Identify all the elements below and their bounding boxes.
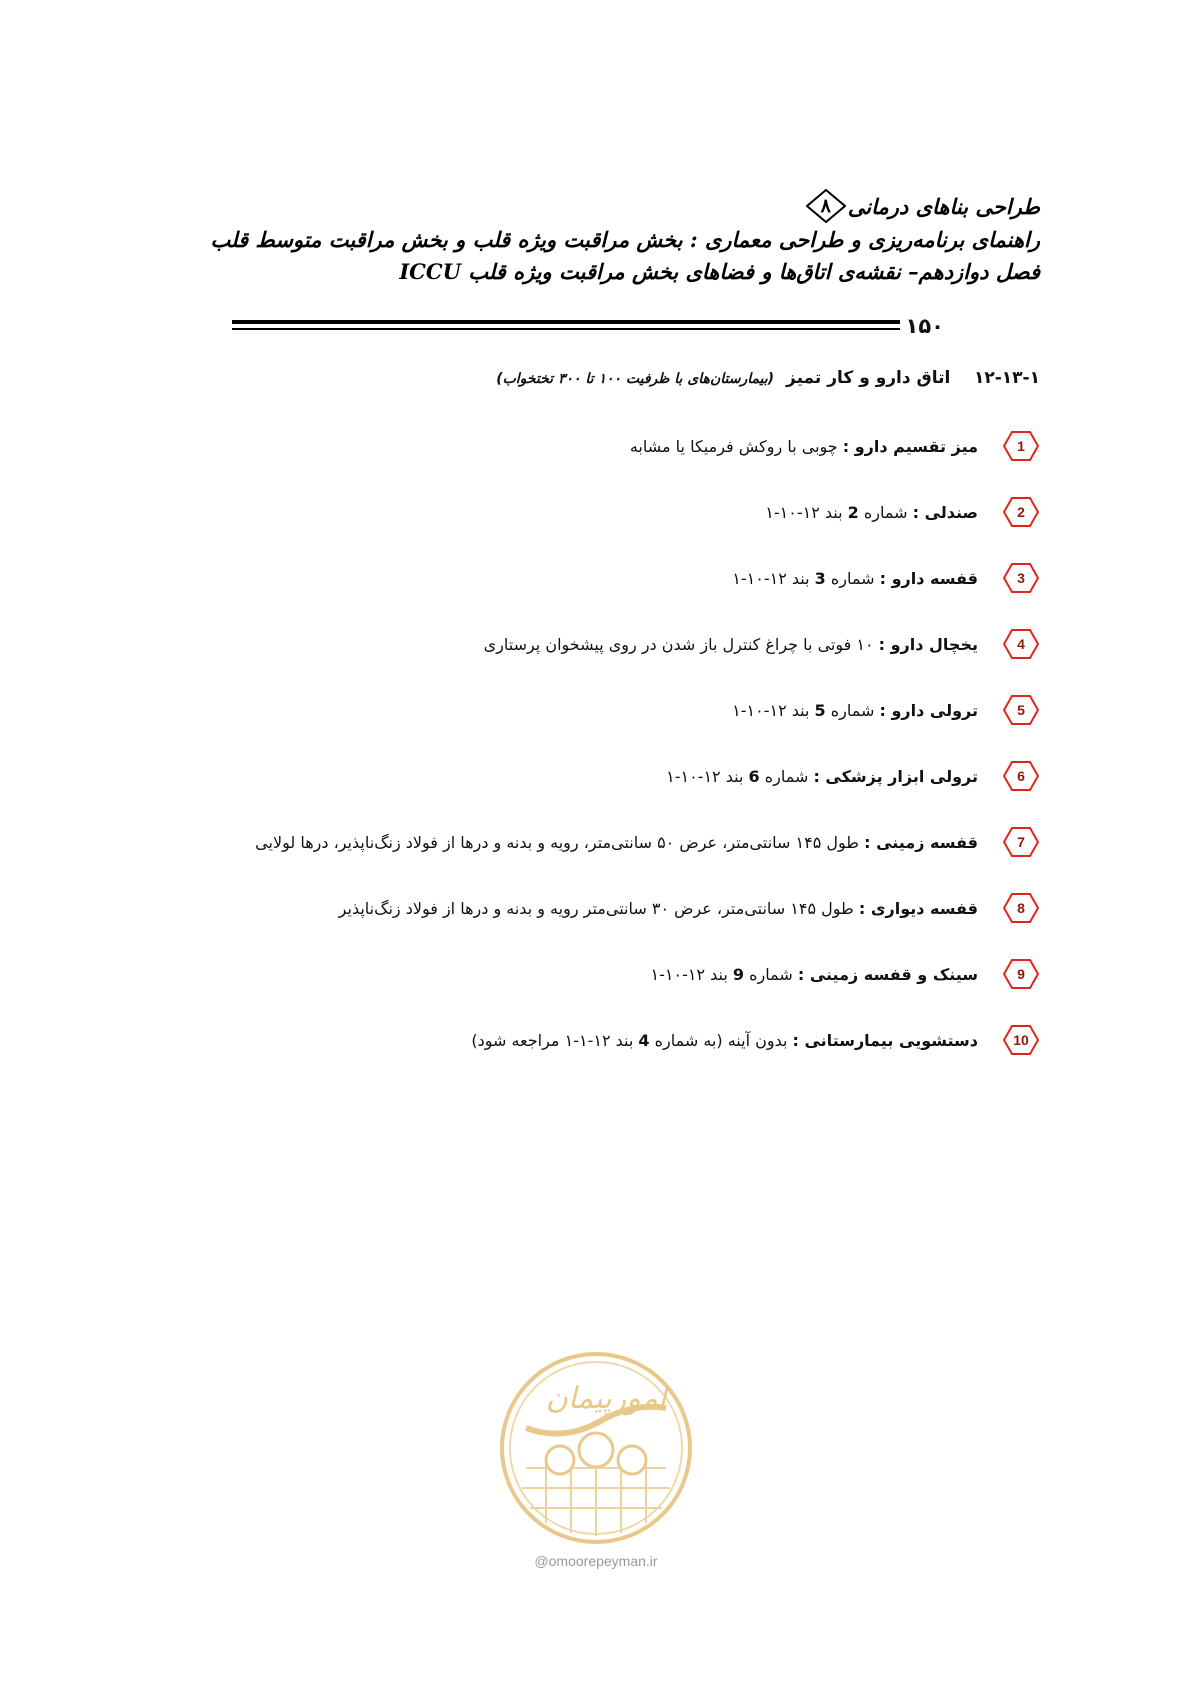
item-number: 8 (1017, 900, 1025, 916)
item-text: شماره (759, 767, 814, 786)
series-title: طراحی بناهای درمانی (847, 193, 1040, 219)
item-label: صندلی : (912, 503, 978, 522)
item-text: ۱۰ فوتی با چراغ کنترل باز شدن در روی پیشخوان پرستاری (483, 635, 879, 654)
logo-text: امورپیمان (545, 1381, 667, 1416)
list-item (180, 762, 1040, 792)
item-ref-text: بند ۱۲-۱۰-۱ (765, 503, 848, 522)
watermark-logo (496, 1348, 696, 1548)
item-ref-text: بند ۱۲-۱-۱ مراجعه شود) (471, 1031, 639, 1050)
item-ref-text: بند ۱۲-۱۰-۱ (732, 569, 815, 588)
series-number: ۸ (820, 195, 831, 217)
series-number-badge (806, 189, 846, 223)
list-item (180, 432, 1040, 462)
item-number: 3 (1017, 570, 1025, 586)
item-label: یخچال دارو : (878, 635, 978, 654)
item-number: 6 (1017, 768, 1025, 784)
hexagon-number-icon (1002, 760, 1040, 792)
item-text: طول ۱۴۵ سانتی‌متر، عرض ۳۰ سانتی‌متر رویه و بدنه و درها از فولاد زنگ‌ناپذیر (338, 899, 859, 918)
list-item (180, 498, 1040, 528)
item-ref-number: 3 (814, 569, 826, 588)
item-number: 4 (1017, 636, 1025, 652)
item-number: 7 (1017, 834, 1025, 850)
item-text: شماره (744, 965, 798, 984)
list-item (180, 828, 1040, 858)
item-label: قفسه دارو : (879, 569, 978, 588)
item-ref-text: بند ۱۲-۱۰-۱ (650, 965, 733, 984)
item-text: بدون آینه (به شماره (649, 1031, 793, 1050)
hexagon-number-icon (1002, 826, 1040, 858)
item-number: 9 (1017, 966, 1025, 982)
item-label: ترولی دارو : (879, 701, 978, 720)
header-rule-thin (232, 328, 944, 330)
section-title: اتاق دارو و کار تمیز (786, 368, 951, 388)
item-ref-number: 9 (732, 965, 745, 984)
hexagon-number-icon (1002, 628, 1040, 660)
item-label: سینک و قفسه زمینی : (797, 965, 978, 984)
hexagon-number-icon (1002, 562, 1040, 594)
hexagon-number-icon (1002, 892, 1040, 924)
item-text: شماره (825, 569, 880, 588)
list-item (180, 894, 1040, 924)
hexagon-number-icon (1002, 496, 1040, 528)
section-number: ۱۲-۱۳-۱ (974, 368, 1040, 388)
list-item (180, 960, 1040, 990)
item-label: قفسه دیواری : (858, 899, 978, 918)
hexagon-number-icon (1002, 694, 1040, 726)
hexagon-number-icon (1002, 1024, 1040, 1056)
item-number: 10 (1013, 1032, 1029, 1048)
item-label: قفسه زمینی : (864, 833, 978, 852)
item-number: 2 (1017, 504, 1025, 520)
series-title-row (220, 188, 1040, 224)
chapter-title: فصل دوازدهم– نقشه‌ی اتاق‌ها و فضاهای بخش مراقبت ویژه قلب ICCU (399, 259, 1040, 284)
item-text: شماره (858, 503, 913, 522)
watermark-site: @omoorepeyman.ir (534, 1553, 658, 1569)
item-text: چوبی با روکش فرمیکا یا مشابه (629, 437, 843, 456)
hexagon-number-icon (1002, 430, 1040, 462)
item-label: میز تقسیم دارو : (842, 437, 978, 456)
hexagon-number-icon (1002, 958, 1040, 990)
list-item (180, 630, 1040, 660)
item-ref-number: 4 (638, 1031, 650, 1050)
list-item (180, 696, 1040, 726)
item-ref-number: 2 (847, 503, 859, 522)
item-label: دستشویی بیمارستانی : (792, 1031, 978, 1050)
section-heading (496, 368, 1040, 388)
header-subtitle: راهنمای برنامه‌ریزی و طراحی معماری : بخش مراقبت ویژه قلب و بخش مراقبت متوسط قلب (210, 227, 1040, 252)
document-header (210, 188, 1040, 288)
item-text: طول ۱۴۵ سانتی‌متر، عرض ۵۰ سانتی‌متر، رویه و بدنه و درها از فولاد زنگ‌ناپذیر، درها لولایی (255, 833, 865, 852)
item-number: 1 (1017, 438, 1025, 454)
item-ref-number: 5 (814, 701, 826, 720)
list-item (180, 1026, 1040, 1056)
item-label: ترولی ابزار پزشکی : (813, 767, 978, 786)
item-ref-text: بند ۱۲-۱۰-۱ (732, 701, 815, 720)
header-rule-thick (232, 320, 944, 324)
section-note: (بیمارستان‌های با ظرفیت ۱۰۰ تا ۳۰۰ تختخواب) (496, 371, 775, 387)
item-text: شماره (825, 701, 880, 720)
item-ref-number: 6 (748, 767, 760, 786)
list-item (180, 564, 1040, 594)
page-number: ۱۵۰ (900, 314, 944, 338)
item-ref-text: بند ۱۲-۱۰-۱ (666, 767, 749, 786)
header-rule (232, 314, 944, 342)
equipment-list (180, 432, 1040, 1056)
item-number: 5 (1017, 702, 1025, 718)
